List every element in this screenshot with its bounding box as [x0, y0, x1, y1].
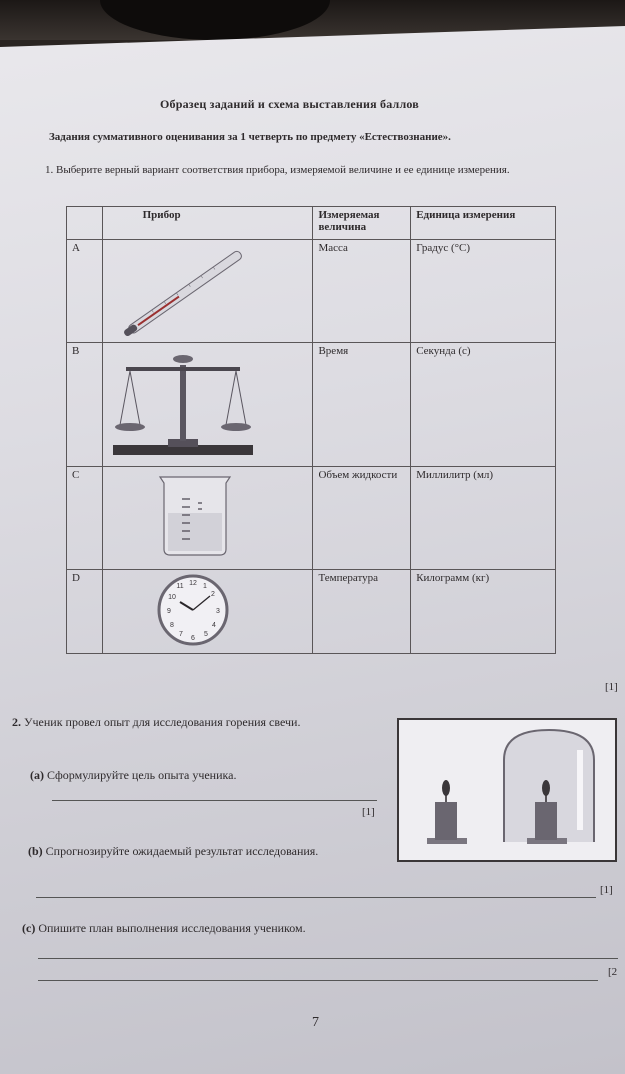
table-row	[67, 343, 556, 467]
question-2c-label: (c)	[22, 921, 36, 935]
row-instrument	[102, 240, 313, 343]
svg-text:4: 4	[211, 622, 216, 629]
table-row	[67, 467, 556, 570]
row-unit: Килограмм (кг)	[411, 570, 556, 654]
question-2a-text: Сформулируйте цель опыта ученика.	[47, 768, 237, 782]
table-header-unit: Единица измерения	[411, 207, 556, 240]
table-row	[67, 240, 556, 343]
svg-text:3: 3	[215, 608, 220, 615]
question-1-text: 1. Выберите верный вариант соответствия прибора, измеряемой величине и ее единице измерения.	[45, 164, 510, 176]
table-row	[67, 570, 556, 654]
row-instrument	[102, 467, 313, 570]
row-unit: Градус (°С)	[411, 240, 556, 343]
candle-experiment-image	[397, 718, 617, 862]
question-2b-score: [1]	[600, 884, 613, 896]
question-2b	[28, 843, 348, 860]
question-2a-label: (a)	[30, 768, 44, 782]
question-2b-text: Спрогнозируйте ожидаемый результат исследования.	[45, 844, 319, 858]
question-2-prompt: Ученик провел опыт для исследования горения свечи.	[24, 715, 301, 729]
question-2c-score: [2	[608, 966, 618, 978]
table-header-instrument: Прибор	[102, 207, 313, 240]
svg-text:11: 11	[175, 583, 184, 590]
row-letter: A	[67, 240, 103, 343]
question-2c	[22, 921, 306, 936]
thermometer-icon	[108, 242, 268, 337]
row-quantity: Масса	[313, 240, 411, 343]
svg-text:5: 5	[203, 631, 208, 638]
question-2a	[30, 768, 237, 783]
row-unit: Секунда (с)	[411, 343, 556, 467]
question-2-text	[12, 714, 372, 731]
row-quantity: Объем жидкости	[313, 467, 411, 570]
svg-text:12: 12	[188, 580, 197, 587]
svg-text:2: 2	[210, 591, 215, 598]
answer-line-2c-2[interactable]	[38, 980, 598, 981]
row-quantity: Время	[313, 343, 411, 467]
svg-text:10: 10	[167, 594, 176, 601]
instrument-table	[66, 206, 556, 654]
row-instrument	[102, 343, 313, 467]
page-subtitle: Задания суммативного оценивания за 1 четверть по предмету «Естествознание».	[49, 131, 451, 143]
measuring-beaker-icon	[108, 469, 268, 559]
row-unit: Миллилитр (мл)	[411, 467, 556, 570]
question-2-number: 2.	[12, 715, 21, 729]
row-instrument	[102, 570, 313, 654]
row-quantity: Температура	[313, 570, 411, 654]
svg-text:9: 9	[166, 608, 171, 615]
answer-line-2a[interactable]	[52, 800, 377, 801]
balance-scale-icon	[108, 345, 273, 460]
question-2a-score: [1]	[362, 806, 375, 818]
row-letter: C	[67, 467, 103, 570]
page-number: 7	[312, 1015, 319, 1030]
wall-clock-icon	[108, 572, 268, 648]
table-header-blank	[67, 207, 103, 240]
answer-line-2b[interactable]	[36, 897, 596, 898]
table-header-row	[67, 207, 556, 240]
candle-experiment-icon	[399, 720, 615, 860]
question-1-score: [1]	[605, 681, 618, 693]
table-header-quantity: Измеряемая величина	[313, 207, 411, 240]
svg-text:8: 8	[169, 622, 174, 629]
row-letter: D	[67, 570, 103, 654]
question-2c-text: Опишите план выполнения исследования учеником.	[38, 921, 306, 935]
answer-line-2c-1[interactable]	[38, 958, 618, 959]
row-letter: B	[67, 343, 103, 467]
svg-text:6: 6	[190, 635, 195, 642]
svg-text:1: 1	[202, 583, 207, 590]
question-2b-label: (b)	[28, 844, 43, 858]
svg-text:7: 7	[178, 631, 183, 638]
page-title: Образец заданий и схема выставления баллов	[160, 97, 419, 111]
